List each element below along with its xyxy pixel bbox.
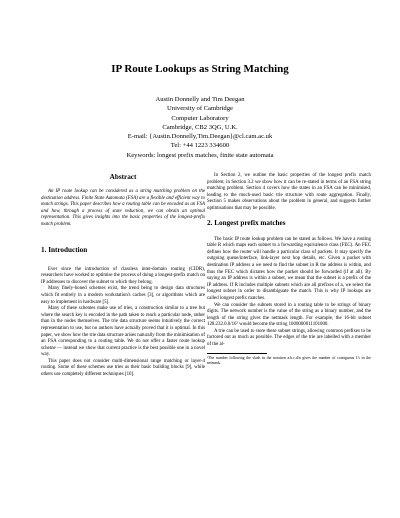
paragraph: A trie can be used to store these subnet strings, allowing common prefixes to be factored out as much as possible. The edges of the trie are labelled with a member of the al- <box>207 328 371 348</box>
paragraph: Many finely-honed schemes exist, the trend being to design data structures which fit entirely in a modern workstation's caches [3], or algorithms which are easy to implement in hardware [5]. <box>41 286 205 305</box>
footnote: ¹The number following the slash in the notation a.b.c.d/n gives the number of contiguous 1's in the netmask. <box>207 355 371 365</box>
keywords-line: Keywords: longest prefix matches, finite state automata <box>126 151 274 159</box>
paragraph: Ever since the introduction of classless inter-domain routing (CIDR), researchers have worked to optimise the process of doing a longest-prefix match on IP addresses to discover the subnet to which they belong. <box>41 266 205 285</box>
affiliation-line: Computer Laboratory <box>171 114 229 122</box>
paragraph: The basic IP route lookup problem can be stated as follows. We have a routing table R which maps each subnet to a forwarding equivalence class (FEC). An FEC defines how the router will handle a particular class of packets. It may specify the outgoing queue/interface, link-layer next hop details, etc. Given a packet with destination IP address a we need to find the subnet in R the address is within, and thus the FEC which dictates how the packet should be forwarded (if at all). By saying an IP address is within a subnet, we mean that the subnet is a prefix of the IP address. If R includes multiple subnets which are all prefixes of a, we select the longest subnet in order to disambiguate the match. This is why IP lookups are called longest prefix matches. <box>207 236 371 301</box>
author-names: Austin Donnelly and Tim Deegan <box>155 96 245 103</box>
paper-title: IP Route Lookups as String Matching <box>111 63 289 75</box>
left-column <box>41 173 205 379</box>
abstract-text: An IP route lookup can be considered as a string matching problem on the destination address. Finite State Automata (FSA) are a flexible and efficient way to match strings. This paper describes how a routing table can be encoded as an FSA and how, through a process of state reduction, we can obtain an optimal representation. This gives insights into the basic properties of the longest-prefix match problem. <box>41 189 205 227</box>
section-heading-longest-prefix: 2. Longest prefix matches <box>207 218 286 227</box>
phone-line: Tel: +44 1223 334600 <box>170 142 230 150</box>
paragraph: In Section 2, we outline the basic properties of the longest prefix match problem; in Section 3.2 we show how it can be re-stated in terms of an FSA string matching problem. Section 4 covers how the states in an FSA can be minimised, leading to the much-used basic trie structure with route aggregation. Finally, Section 5 makes observations about the problem in general, and suggests further optimisations that may be possible. <box>207 173 371 211</box>
right-column <box>207 173 371 366</box>
paragraph: Many of these schemes make use of tries, a construction similar to a tree but where the search key is encoded in the path taken to reach a particular node, rather than in the nodes themselves. The trie data structure seems intuitively the correct representation to use, but no authors have actually proved that it is optimal. In this paper, we show how the trie data structure arises naturally from the minimisation of an FSA corresponding to a routing table. We do not offer a faster route lookup scheme — instead we show that current practice is the best possible one in a novel way. <box>41 306 205 358</box>
paragraph: We can consider the subnets stored in a routing table to be strings of binary digits. The network number is the value of the string as a binary number, and the length of the string gives the netmask length. For example, the 16-bit subnet 128.232.0.0/16¹ would become the string 1000000011101000. <box>207 302 371 328</box>
paragraph: This paper does not consider multi-dimensional range matching or layer-4 routing. Some of these schemes use tries as their basic building blocks [9], while others use completely different techniques [10]. <box>41 358 205 378</box>
email-line: E-mail: {Austin.Donnelly,Tim.Deegan}@cl.cam.ac.uk <box>127 133 273 141</box>
author-block <box>0 95 400 160</box>
abstract-heading: Abstract <box>109 173 137 181</box>
affiliation-line: Cambridge, CB2 3QG, U.K. <box>162 123 238 131</box>
footnote-divider <box>207 353 267 354</box>
affiliation-line: University of Cambridge <box>167 105 233 113</box>
section-heading-introduction: 1. Introduction <box>41 245 88 254</box>
